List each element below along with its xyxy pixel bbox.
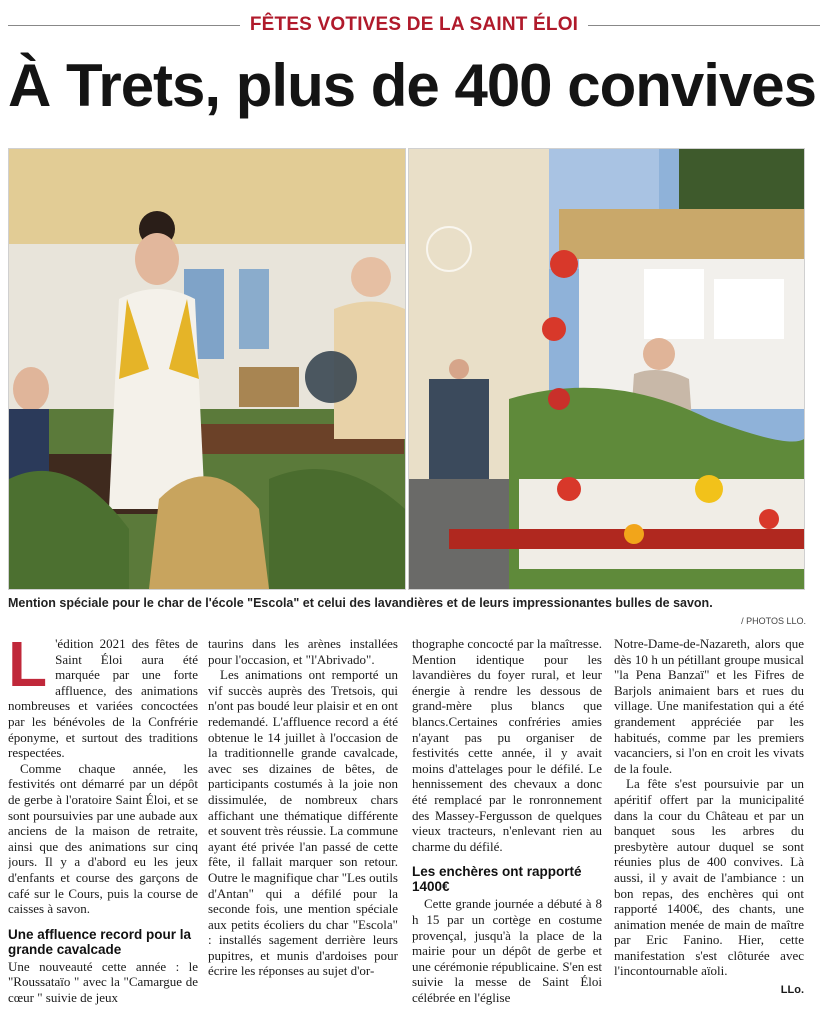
paragraph: Les animations ont remporté un vif succès auprès des Tretsois, qui n'ont pas boudé leur plaisir et en ont redemandé. L'affluence record a été obtenue le 14 juillet à l'occasion de la traditionnelle grande cavalcade, avec ses dizaines de bêtes, de participants costumés à la joie non dissimulée, de nombreux chars affichant une thématique différente et souvent très réussie. La commune ayant été privée l'an passé de cette fête, il fallait marquer son retour. Outre le magnifique char "Les outils d'Antan" qui a défilé pour la seconde fois, une mention spéciale aux petits écoliers du char "Escola" : installés sagement derrière leurs pupitres, et munis d'ardoises pour écrire les réponses au sujet d'or-	[208, 667, 398, 979]
kicker: FÊTES VOTIVES DE LA SAINT ÉLOI	[249, 14, 579, 35]
paragraph: Une nouveauté cette année : le "Roussataïo " avec la "Camargue de cœur " suivie de jeux	[8, 958, 198, 1005]
kicker-rule-left	[8, 25, 240, 26]
article-column-4	[614, 636, 804, 1008]
drop-cap: L	[8, 636, 48, 700]
paragraph: Notre-Dame-de-Nazareth, alors que dès 10 h un pétillant groupe musical "la Pena Banzaï" et les Fifres de Barjols animaient bars et rues du village. Une manifestation qui a été grandement appréciée par les habitués, comme par les premiers vacanciers, si l'on en croit les vivats de la foule.	[614, 636, 804, 776]
photo-washerwomen-float	[408, 148, 805, 590]
article-column-2	[208, 636, 398, 1008]
paragraph: thographe concocté par la maîtresse. Mention identique pour les lavandières du foyer rural, et leur énergie à rendre les dessous de grand-mère plus blancs que blancs.Certaines confréries amies n'ayant pas pu organiser de festivités cette année, il y avait moins d'attelages pour le défilé. Le hennissement des chevaux a donc été remplacé par le ronronnement des Massey-Fergusson de quelques vieux tracteurs, n'enlevant rien au charme du défilé.	[412, 636, 602, 854]
photo-school-float	[8, 148, 406, 590]
photo-caption: Mention spéciale pour le char de l'école "Escola" et celui des lavandières et de leurs impressionantes bulles de savon.	[8, 596, 713, 610]
photo-school-float-illustration	[9, 149, 405, 589]
photo-credit: / PHOTOS LLO.	[741, 616, 806, 626]
photo-washerwomen-float-illustration	[409, 149, 804, 589]
subheading-affluence: Une affluence record pour la grande cavalcade	[8, 926, 192, 957]
article-column-3	[412, 636, 602, 1008]
paragraph-intro: 'édition 2021 des fêtes de Saint Éloi aura été marquée par une forte affluence, des animations nombreuses et variées concoctées par les bénévoles de la Confrérie éponyme, et surtout des traditions respectées.	[8, 636, 198, 761]
kicker-row	[8, 10, 820, 40]
paragraph: La fête s'est poursuivie par un apéritif offert par la municipalité dans la cour du Château et par un banquet sous les arbres du presbytère autour duquel se sont réunies plus de 400 convives. Là aussi, il y avait de l'ambiance : un bon repas, des enchères qui ont rapporté 1400€, des chants, une animation menée de main de maître par Eric Fanino. Hier, cette manifestation s'est clôturée avec l'incontournable aïoli.	[614, 776, 804, 979]
paragraph: Comme chaque année, les festivités ont démarré par un dépôt de gerbe à l'oratoire Saint Éloi, et se sont poursuivies par une aubade aux anciens de la maison de retraite, ainsi que des animations sur cinq jours. Il y a d'abord eu les jeux d'enfants et course des garçons de café sur le Cours, puis la course de caisses à savon.	[8, 760, 198, 917]
headline: À Trets, plus de 400 convives	[8, 52, 817, 119]
article-column-1	[8, 636, 198, 1008]
author-signature: LLo.	[780, 984, 804, 997]
paragraph: taurins dans les arènes installées pour l'occasion, et "l'Abrivado".	[208, 636, 398, 667]
kicker-rule-right	[588, 25, 820, 26]
subheading-encheres: Les enchères ont rapporté 1400€	[412, 864, 582, 895]
paragraph: Cette grande journée a débuté à 8 h 15 par un cortège en costume provençal, jusqu'à la place de la mairie pour un dépôt de gerbe et une cérémonie républicaine. S'en est suivie la messe de Saint Éloi célébrée en l'église	[412, 896, 602, 1005]
